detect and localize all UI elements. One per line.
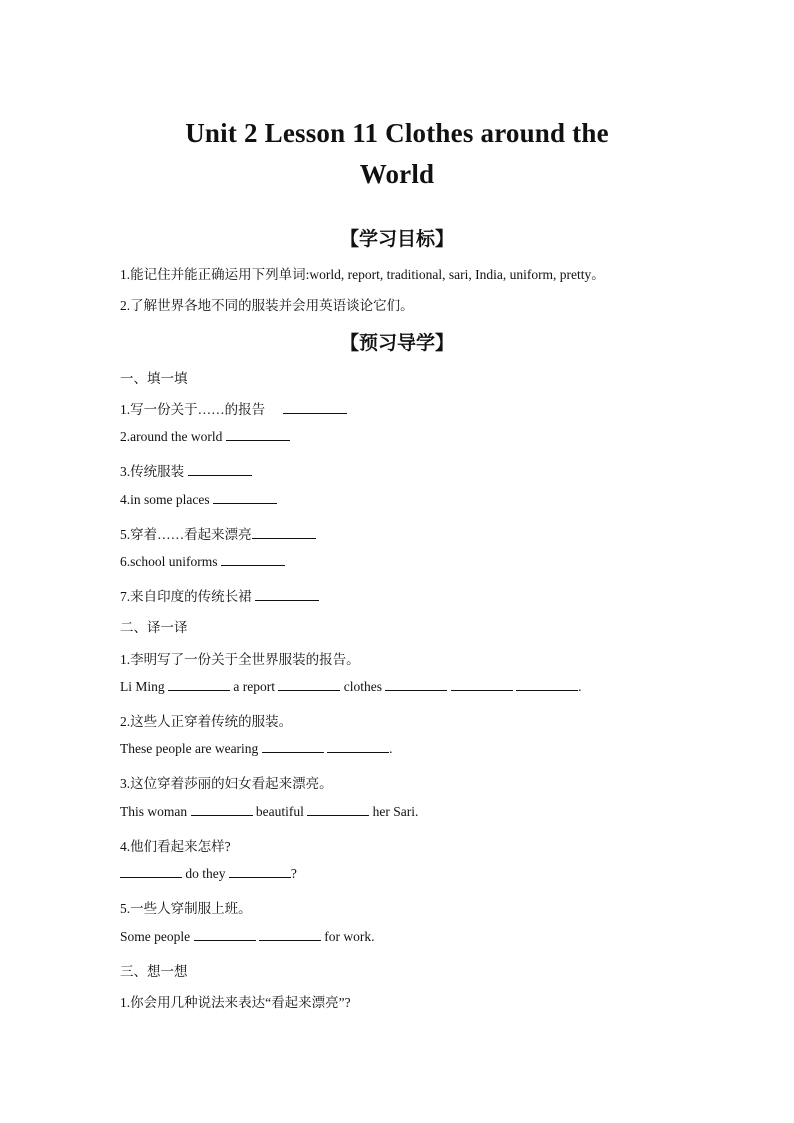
answer-text: do they bbox=[185, 866, 226, 881]
part1-title: 一、填一填 bbox=[120, 371, 188, 386]
fill-item-5-text: 5.穿着……看起来漂亮 bbox=[120, 527, 252, 542]
fill-item-1 bbox=[120, 398, 347, 418]
answer-blank[interactable] bbox=[191, 804, 253, 816]
fill-item-4-text: 4.in some places bbox=[120, 492, 210, 507]
answer-blank[interactable] bbox=[278, 679, 340, 691]
answer-text: Some people bbox=[120, 929, 191, 944]
fill-item-1-text: 1.写一份关于……的报告 bbox=[120, 402, 266, 417]
answer-blank[interactable] bbox=[213, 492, 277, 504]
goals-heading: 【学习目标】 bbox=[339, 228, 454, 250]
translate-question-4: 4.他们看起来怎样? bbox=[120, 839, 231, 854]
answer-blank[interactable] bbox=[226, 429, 290, 441]
answer-text: These people are wearing bbox=[120, 741, 259, 756]
translate-question-2: 2.这些人正穿着传统的服装。 bbox=[120, 714, 293, 729]
fill-item-2 bbox=[120, 429, 290, 445]
answer-text: ? bbox=[290, 866, 297, 881]
translate-question-5: 5.一些人穿制服上班。 bbox=[120, 901, 252, 916]
answer-text: beautiful bbox=[255, 804, 304, 819]
answer-blank[interactable] bbox=[262, 741, 324, 753]
goal-item-1: 1.能记住并能正确运用下列单词:world, report, traditional, sari, India, uniform, pretty。 bbox=[120, 267, 605, 282]
answer-blank[interactable] bbox=[120, 866, 182, 878]
answer-blank[interactable] bbox=[283, 402, 347, 414]
answer-blank[interactable] bbox=[252, 527, 316, 539]
translate-answer-2 bbox=[120, 741, 392, 757]
think-question-1: 1.你会用几种说法来表达“看起来漂亮”? bbox=[120, 995, 351, 1010]
fill-item-3 bbox=[120, 460, 252, 480]
answer-text: for work. bbox=[324, 929, 375, 944]
answer-blank[interactable] bbox=[451, 679, 513, 691]
translate-question-3: 3.这位穿着莎丽的妇女看起来漂亮。 bbox=[120, 776, 333, 791]
answer-blank[interactable] bbox=[168, 679, 230, 691]
answer-blank[interactable] bbox=[307, 804, 369, 816]
answer-blank[interactable] bbox=[259, 929, 321, 941]
answer-blank[interactable] bbox=[516, 679, 578, 691]
goal-item-2: 2.了解世界各地不同的服装并会用英语谈论它们。 bbox=[120, 298, 414, 313]
translate-question-1: 1.李明写了一份关于全世界服装的报告。 bbox=[120, 652, 360, 667]
fill-item-3-text: 3.传统服装 bbox=[120, 464, 185, 479]
answer-blank[interactable] bbox=[194, 929, 256, 941]
answer-blank[interactable] bbox=[327, 741, 389, 753]
fill-item-4 bbox=[120, 492, 277, 508]
answer-blank[interactable] bbox=[221, 554, 285, 566]
fill-item-7 bbox=[120, 585, 319, 605]
answer-text: clothes bbox=[343, 679, 382, 694]
answer-blank[interactable] bbox=[385, 679, 447, 691]
lesson-title-line1: Unit 2 Lesson 11 Clothes around the bbox=[185, 118, 609, 148]
answer-blank[interactable] bbox=[255, 589, 319, 601]
fill-item-6-text: 6.school uniforms bbox=[120, 554, 218, 569]
answer-text: . bbox=[389, 741, 393, 756]
answer-blank[interactable] bbox=[229, 866, 291, 878]
answer-blank[interactable] bbox=[188, 464, 252, 476]
fill-item-6 bbox=[120, 554, 285, 570]
fill-item-2-text: 2.around the world bbox=[120, 429, 223, 444]
part3-title: 三、想一想 bbox=[120, 964, 188, 979]
translate-answer-1 bbox=[120, 679, 582, 695]
translate-answer-3 bbox=[120, 804, 418, 820]
lesson-title-line2: World bbox=[359, 159, 435, 189]
answer-text: her Sari. bbox=[372, 804, 419, 819]
answer-text: Li Ming bbox=[120, 679, 165, 694]
fill-item-5 bbox=[120, 523, 316, 543]
preview-heading: 【预习导学】 bbox=[339, 332, 454, 354]
fill-item-7-text: 7.来自印度的传统长裙 bbox=[120, 589, 252, 604]
answer-text: . bbox=[578, 679, 582, 694]
answer-text: This woman bbox=[120, 804, 188, 819]
part2-title: 二、译一译 bbox=[120, 620, 188, 635]
translate-answer-4 bbox=[120, 866, 297, 882]
translate-answer-5 bbox=[120, 929, 375, 945]
answer-text: a report bbox=[233, 679, 275, 694]
